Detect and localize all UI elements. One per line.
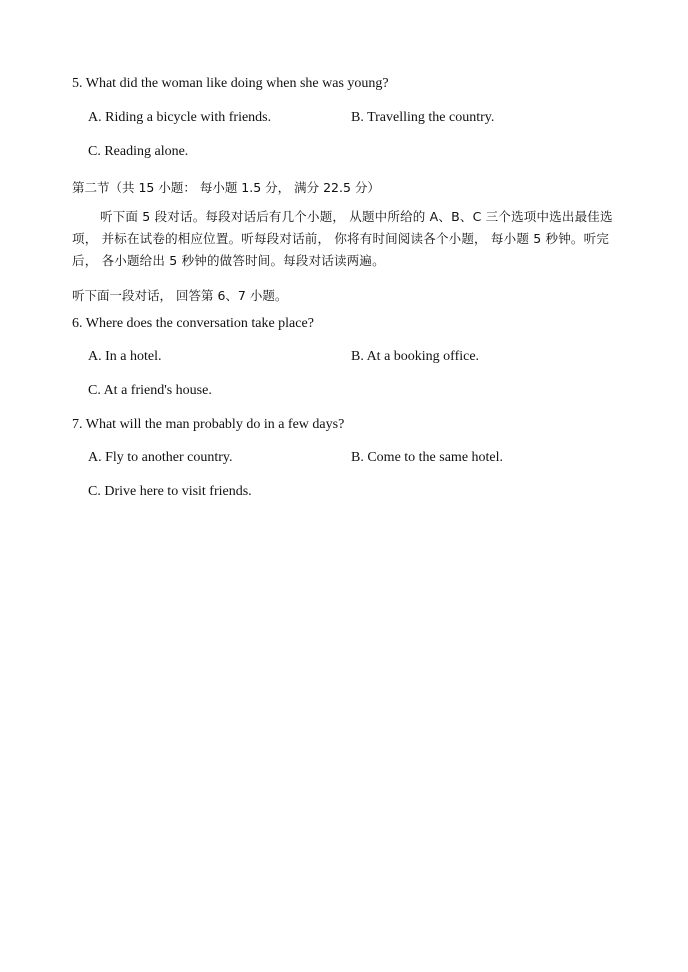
question-5: 5. What did the woman like doing when she was young? bbox=[72, 76, 389, 91]
dialogue-intro: 听下面一段对话， 回答第 6、7 小题。 bbox=[72, 288, 288, 303]
question-6-option-b: B. At a booking office. bbox=[351, 349, 480, 364]
question-7: 7. What will the man probably do in a few days? bbox=[72, 417, 345, 432]
question-7-option-a: A. Fly to another country. bbox=[88, 450, 233, 465]
question-5-option-c: C. Reading alone. bbox=[88, 144, 189, 159]
question-7-option-c: C. Drive here to visit friends. bbox=[88, 484, 252, 499]
question-6-option-c: C. At a friend's house. bbox=[88, 383, 212, 398]
question-6-option-a: A. In a hotel. bbox=[88, 349, 162, 364]
section-2-instructions: 听下面 5 段对话。每段对话后有几个小题， 从题中所给的 A、B、C 三个选项中选出最佳选项， 并标在试卷的相应位置。听每段对话前， 你将有时间阅读各个小题， 每小题 5 秒钟。听完后， 各小题给出 5 秒钟的做答时间。每段对话读两遍。 bbox=[72, 209, 613, 268]
section-2-heading: 第二节（共 15 小题： 每小题 1.5 分， 满分 22.5 分） bbox=[72, 180, 380, 195]
question-5-option-b: B. Travelling the country. bbox=[351, 110, 495, 125]
question-7-option-b: B. Come to the same hotel. bbox=[351, 450, 504, 465]
question-6: 6. Where does the conversation take place? bbox=[72, 316, 314, 331]
question-5-option-a: A. Riding a bicycle with friends. bbox=[88, 110, 272, 125]
